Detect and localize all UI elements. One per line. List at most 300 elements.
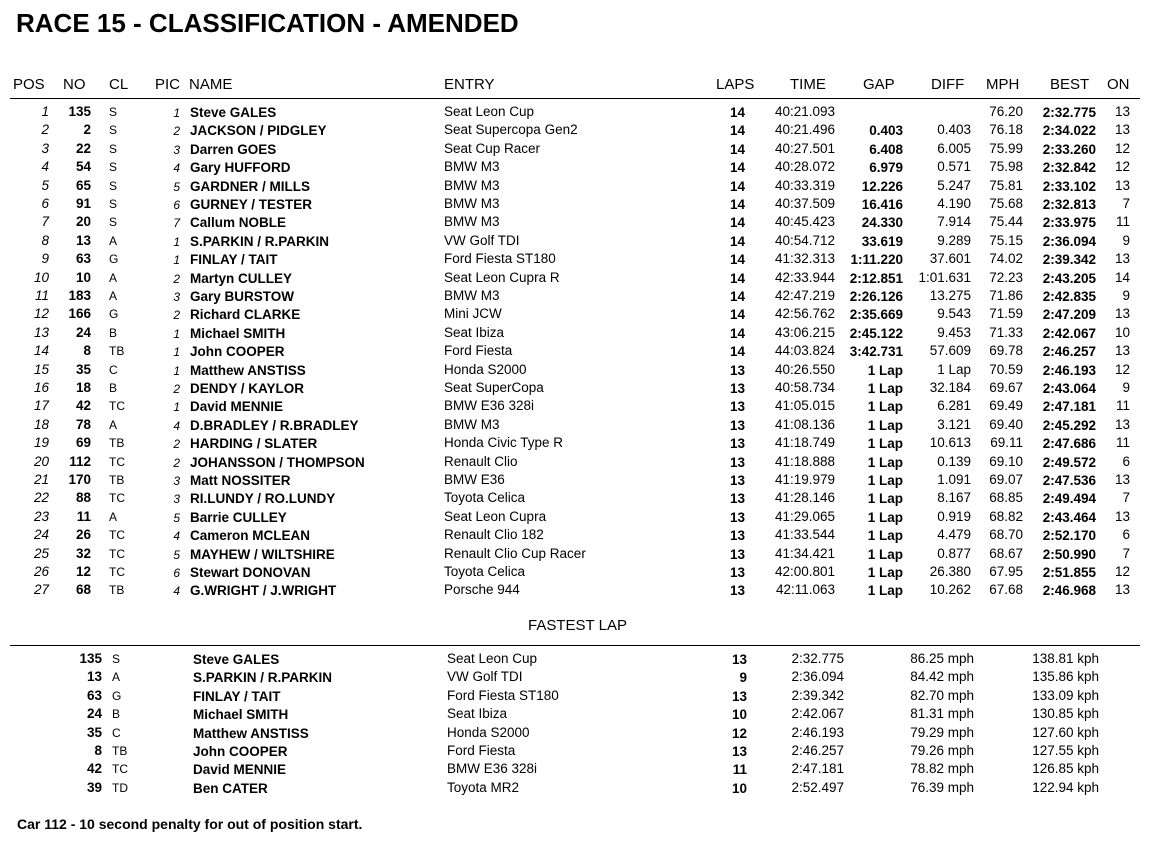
mph-cell: 71.59 [989, 306, 1023, 322]
pic-cell: 2 [173, 124, 180, 139]
class-cell: S [112, 652, 121, 666]
driver-name-cell: Gary HUFFORD [190, 160, 291, 176]
laps-cell: 14 [729, 325, 745, 341]
driver-name-cell: Matt NOSSITER [190, 473, 291, 488]
best-lap-cell: 2:33.102 [1042, 178, 1096, 194]
time-cell: 40:45.423 [774, 214, 835, 230]
mph-cell: 69.67 [989, 380, 1023, 395]
driver-name-cell: JACKSON / PIDGLEY [190, 123, 327, 139]
car-number-cell: 135 [79, 651, 102, 666]
on-lap-cell: 6 [1122, 453, 1130, 469]
time-cell: 43:06.215 [774, 324, 835, 340]
entry-cell: BMW M3 [444, 159, 500, 175]
speed-kph-cell: 127.60 kph [1032, 724, 1099, 740]
diff-cell: 9.543 [937, 306, 971, 322]
gap-cell: 24.330 [861, 215, 903, 231]
class-cell: A [109, 233, 118, 248]
pos-cell: 21 [33, 472, 49, 487]
diff-cell: 9.289 [937, 232, 971, 248]
lap-cell: 13 [731, 744, 747, 759]
class-cell: A [109, 509, 118, 524]
gap-cell: 33.619 [861, 233, 903, 249]
laps-cell: 13 [729, 491, 745, 507]
header-pos: POS [13, 76, 45, 93]
best-lap-cell: 2:43.464 [1042, 509, 1096, 525]
driver-name-cell: Gary BURSTOW [190, 289, 295, 304]
car-number-cell: 22 [75, 140, 91, 156]
car-number-cell: 24 [86, 706, 102, 722]
car-number-cell: 26 [75, 527, 91, 543]
time-cell: 44:03.824 [774, 343, 835, 359]
pic-cell: 5 [173, 547, 180, 562]
car-number-cell: 20 [75, 214, 91, 230]
car-number-cell: 24 [75, 324, 91, 340]
car-number-cell: 13 [86, 669, 102, 685]
pos-cell: 23 [33, 508, 49, 524]
pic-cell: 1 [173, 326, 180, 341]
pic-cell: 6 [173, 566, 180, 580]
on-lap-cell: 7 [1122, 490, 1130, 506]
class-cell: A [112, 670, 121, 685]
entry-cell: Seat Ibiza [444, 324, 505, 340]
time-cell: 41:33.544 [774, 527, 835, 543]
best-lap-cell: 2:34.022 [1042, 123, 1096, 139]
best-lap-cell: 2:43.205 [1042, 270, 1096, 286]
speed-mph-cell: 86.25 mph [910, 651, 974, 666]
time-cell: 40:54.712 [774, 232, 835, 248]
mph-cell: 68.82 [989, 508, 1023, 524]
driver-name-cell: John COOPER [190, 344, 285, 360]
diff-cell: 6.005 [937, 140, 971, 156]
best-lap-cell: 2:52.170 [1042, 528, 1096, 544]
pos-cell: 15 [33, 361, 49, 377]
mph-cell: 68.67 [989, 545, 1023, 561]
entry-cell: Renault Clio [444, 453, 518, 469]
time-cell: 42:47.219 [774, 288, 835, 303]
entry-cell: Seat Leon Cupra [444, 508, 547, 524]
car-number-cell: 68 [75, 582, 91, 598]
laps-cell: 14 [729, 270, 745, 286]
entry-cell: BMW M3 [444, 416, 500, 432]
time-cell: 41:29.065 [774, 508, 835, 524]
on-lap-cell: 13 [1114, 343, 1130, 359]
pic-cell: 3 [173, 474, 180, 488]
car-number-cell: 12 [75, 564, 91, 579]
pic-cell: 6 [173, 198, 180, 212]
entry-cell: Seat Cup Racer [444, 140, 541, 156]
car-number-cell: 54 [75, 159, 91, 175]
entry-cell: BMW E36 328i [447, 761, 538, 777]
class-cell: G [109, 307, 119, 322]
speed-kph-cell: 135.86 kph [1032, 669, 1099, 685]
time-cell: 42:11.063 [775, 582, 835, 598]
gap-cell: 1 Lap [867, 399, 903, 415]
entry-cell: Honda S2000 [447, 724, 530, 740]
gap-cell: 1 Lap [867, 417, 903, 433]
pos-cell: 25 [33, 545, 49, 561]
car-number-cell: 69 [75, 435, 91, 451]
gap-cell: 1 Lap [867, 565, 903, 580]
car-number-cell: 170 [68, 472, 91, 487]
driver-name-cell: HARDING / SLATER [190, 436, 318, 452]
pic-cell: 1 [173, 253, 180, 268]
on-lap-cell: 11 [1115, 435, 1130, 451]
pic-cell: 1 [173, 363, 180, 378]
penalty-note: Car 112 - 10 second penalty for out of position start. [17, 816, 363, 832]
car-number-cell: 11 [76, 508, 91, 524]
speed-mph-cell: 82.70 mph [910, 687, 974, 703]
gap-cell: 12.226 [861, 178, 903, 194]
driver-name-cell: S.PARKIN / R.PARKIN [193, 670, 333, 686]
gap-cell: 2:12.851 [849, 270, 903, 286]
mph-cell: 72.23 [989, 269, 1023, 285]
car-number-cell: 39 [86, 779, 102, 795]
pic-cell: 4 [173, 418, 180, 433]
on-lap-cell: 13 [1114, 416, 1130, 432]
diff-cell: 0.571 [937, 159, 971, 175]
laps-cell: 14 [729, 123, 745, 139]
pic-cell: 3 [173, 142, 180, 157]
class-cell: TB [112, 744, 128, 758]
class-cell: TB [109, 583, 125, 598]
on-lap-cell: 9 [1122, 288, 1130, 303]
entry-cell: Porsche 944 [444, 582, 520, 598]
gap-cell: 6.408 [869, 141, 903, 157]
best-lap-cell: 2:42.067 [1042, 325, 1096, 341]
lap-cell: 12 [731, 725, 747, 741]
on-lap-cell: 9 [1122, 232, 1130, 248]
class-cell: G [112, 688, 122, 703]
diff-cell: 7.914 [937, 214, 971, 230]
entry-cell: Mini JCW [444, 306, 502, 322]
lap-time-cell: 2:46.193 [791, 724, 844, 740]
laps-cell: 13 [729, 473, 745, 488]
header-diff: DIFF [931, 76, 965, 93]
speed-mph-cell: 79.29 mph [910, 724, 974, 740]
car-number-cell: 35 [75, 361, 91, 377]
on-lap-cell: 13 [1114, 306, 1130, 322]
gap-cell: 1 Lap [867, 381, 903, 396]
pic-cell: 4 [173, 584, 180, 599]
pos-cell: 6 [41, 196, 49, 211]
lap-cell: 10 [731, 707, 747, 723]
lap-cell: 10 [731, 780, 747, 796]
mph-cell: 76.20 [989, 104, 1023, 119]
entry-cell: Honda Civic Type R [444, 435, 564, 451]
on-lap-cell: 13 [1114, 177, 1130, 193]
laps-cell: 13 [729, 381, 745, 396]
gap-cell: 1 Lap [867, 546, 903, 562]
pic-cell: 7 [173, 216, 180, 231]
car-number-cell: 18 [75, 380, 91, 395]
driver-name-cell: Cameron MCLEAN [190, 528, 311, 544]
best-lap-cell: 2:47.686 [1042, 436, 1096, 452]
diff-cell: 0.877 [937, 545, 971, 561]
entry-cell: VW Golf TDI [447, 669, 523, 685]
time-cell: 40:33.319 [774, 177, 835, 193]
entry-cell: Seat Leon Cup [444, 104, 535, 119]
diff-cell: 8.167 [937, 490, 971, 506]
driver-name-cell: DENDY / KAYLOR [190, 381, 305, 396]
mph-cell: 70.59 [989, 361, 1023, 377]
gap-cell: 1 Lap [867, 473, 903, 488]
laps-cell: 13 [729, 454, 745, 470]
speed-kph-cell: 126.85 kph [1032, 761, 1099, 777]
car-number-cell: 63 [86, 687, 102, 703]
laps-cell: 13 [729, 546, 745, 562]
laps-cell: 13 [729, 417, 745, 433]
gap-cell: 2:35.669 [849, 307, 903, 323]
mph-cell: 68.85 [989, 490, 1023, 506]
on-lap-cell: 9 [1122, 380, 1130, 395]
header-cl: CL [109, 76, 129, 93]
mph-cell: 67.68 [989, 582, 1023, 598]
gap-cell: 1 Lap [867, 528, 903, 544]
best-lap-cell: 2:33.975 [1042, 215, 1096, 231]
header-pic: PIC [155, 76, 181, 93]
driver-name-cell: Darren GOES [190, 141, 277, 157]
car-number-cell: 166 [68, 306, 91, 322]
best-lap-cell: 2:49.572 [1042, 454, 1096, 470]
diff-cell: 0.403 [937, 122, 971, 138]
mph-cell: 69.78 [989, 343, 1023, 359]
lap-time-cell: 2:46.257 [791, 743, 844, 758]
mph-cell: 75.44 [989, 214, 1023, 230]
time-cell: 41:18.749 [774, 435, 835, 451]
class-cell: TC [109, 528, 125, 543]
entry-cell: Seat SuperCopa [444, 380, 544, 395]
car-number-cell: 63 [75, 251, 91, 267]
time-cell: 42:00.801 [774, 564, 835, 579]
fastest-lap-divider [10, 645, 1140, 646]
pos-cell: 14 [33, 343, 49, 359]
pos-cell: 13 [33, 324, 49, 340]
fastest-lap-title: FASTEST LAP [528, 617, 627, 634]
pic-cell: 1 [173, 106, 180, 120]
pos-cell: 2 [41, 122, 49, 138]
diff-cell: 37.601 [929, 251, 971, 267]
on-lap-cell: 10 [1114, 324, 1130, 340]
laps-cell: 13 [729, 399, 745, 415]
laps-cell: 14 [729, 215, 745, 231]
gap-cell: 6.979 [869, 160, 903, 176]
speed-kph-cell: 127.55 kph [1032, 743, 1099, 758]
gap-cell: 1 Lap [867, 491, 903, 507]
class-cell: S [109, 178, 118, 193]
best-lap-cell: 2:47.181 [1042, 399, 1096, 415]
class-cell: TC [109, 399, 125, 414]
pic-cell: 1 [173, 400, 180, 415]
class-cell: TC [109, 565, 125, 579]
laps-cell: 14 [729, 289, 745, 304]
on-lap-cell: 12 [1114, 564, 1130, 579]
class-cell: S [109, 105, 118, 119]
header-on: ON [1107, 76, 1130, 93]
diff-cell: 1.091 [937, 472, 971, 487]
speed-mph-cell: 78.82 mph [910, 761, 974, 777]
lap-cell: 9 [739, 670, 747, 686]
entry-cell: Seat Supercopa Gen2 [444, 122, 578, 138]
laps-cell: 14 [729, 141, 745, 157]
class-cell: TC [109, 454, 125, 469]
gap-cell: 3:42.731 [849, 344, 903, 360]
diff-cell: 9.453 [937, 324, 971, 340]
class-cell: TB [109, 473, 125, 487]
speed-kph-cell: 130.85 kph [1032, 706, 1099, 722]
laps-cell: 13 [729, 565, 745, 580]
laps-cell: 14 [729, 252, 745, 268]
entry-cell: Ford Fiesta ST180 [447, 687, 559, 703]
gap-cell: 1 Lap [867, 436, 903, 452]
driver-name-cell: David MENNIE [193, 762, 287, 778]
laps-cell: 13 [729, 362, 745, 378]
on-lap-cell: 12 [1114, 361, 1130, 377]
diff-cell: 6.281 [937, 398, 971, 414]
driver-name-cell: John COOPER [193, 744, 288, 759]
driver-name-cell: David MENNIE [190, 399, 284, 415]
entry-cell: Honda S2000 [444, 361, 527, 377]
diff-cell: 4.479 [937, 527, 971, 543]
diff-cell: 4.190 [937, 196, 971, 211]
pic-cell: 2 [173, 382, 180, 396]
lap-time-cell: 2:36.094 [791, 669, 844, 685]
driver-name-cell: GARDNER / MILLS [190, 178, 310, 194]
best-lap-cell: 2:50.990 [1042, 546, 1096, 562]
pos-cell: 10 [33, 269, 49, 285]
time-cell: 40:28.072 [774, 159, 835, 175]
pic-cell: 4 [173, 529, 180, 544]
best-lap-cell: 2:47.209 [1042, 307, 1096, 323]
car-number-cell: 42 [86, 761, 102, 777]
class-cell: B [109, 325, 118, 340]
laps-cell: 13 [729, 509, 745, 525]
on-lap-cell: 6 [1122, 527, 1130, 543]
on-lap-cell: 11 [1115, 214, 1130, 230]
car-number-cell: 135 [68, 104, 91, 119]
entry-cell: Renault Clio 182 [444, 527, 544, 543]
on-lap-cell: 12 [1114, 159, 1130, 175]
diff-cell: 10.613 [929, 435, 971, 451]
entry-cell: Seat Leon Cupra R [444, 269, 560, 285]
header-mph: MPH [986, 76, 1020, 93]
on-lap-cell: 13 [1114, 472, 1130, 487]
car-number-cell: 183 [68, 288, 91, 303]
driver-name-cell: Ben CATER [193, 780, 268, 796]
page-title: RACE 15 - CLASSIFICATION - AMENDED [16, 8, 519, 38]
pos-cell: 3 [41, 140, 49, 156]
pos-cell: 9 [41, 251, 49, 267]
driver-name-cell: MAYHEW / WILTSHIRE [190, 546, 335, 562]
time-cell: 40:37.509 [774, 196, 835, 211]
car-number-cell: 2 [83, 122, 91, 138]
on-lap-cell: 13 [1114, 104, 1130, 119]
driver-name-cell: Callum NOBLE [190, 215, 287, 231]
time-cell: 42:33.944 [774, 269, 835, 285]
pos-cell: 22 [33, 490, 49, 506]
pos-cell: 11 [34, 288, 49, 303]
header-no: NO [63, 76, 86, 93]
on-lap-cell: 11 [1115, 398, 1130, 414]
driver-name-cell: RI.LUNDY / RO.LUNDY [190, 491, 336, 507]
driver-name-cell: G.WRIGHT / J.WRIGHT [190, 583, 337, 599]
pic-cell: 4 [173, 161, 180, 176]
best-lap-cell: 2:32.775 [1042, 105, 1096, 120]
pos-cell: 20 [33, 453, 49, 469]
pic-cell: 2 [173, 308, 180, 323]
car-number-cell: 32 [75, 545, 91, 561]
time-cell: 40:21.093 [774, 104, 835, 119]
driver-name-cell: Steve GALES [190, 105, 277, 120]
driver-name-cell: Stewart DONOVAN [190, 565, 311, 580]
time-cell: 41:28.146 [774, 490, 835, 506]
best-lap-cell: 2:45.292 [1042, 417, 1096, 433]
time-cell: 40:21.496 [774, 122, 835, 138]
class-cell: B [112, 707, 121, 722]
speed-kph-cell: 133.09 kph [1032, 687, 1099, 703]
driver-name-cell: Michael SMITH [190, 325, 286, 341]
lap-time-cell: 2:39.342 [791, 687, 844, 703]
best-lap-cell: 2:46.193 [1042, 362, 1096, 378]
gap-cell: 1 Lap [867, 362, 903, 378]
gap-cell: 16.416 [861, 197, 903, 212]
gap-cell: 1 Lap [867, 583, 903, 599]
pos-cell: 18 [33, 416, 49, 432]
time-cell: 41:32.313 [774, 251, 835, 267]
pic-cell: 2 [173, 455, 180, 470]
best-lap-cell: 2:36.094 [1042, 233, 1096, 249]
diff-cell: 1:01.631 [918, 269, 971, 285]
lap-cell: 11 [732, 762, 747, 778]
driver-name-cell: GURNEY / TESTER [190, 197, 313, 212]
on-lap-cell: 13 [1114, 508, 1130, 524]
pos-cell: 19 [33, 435, 49, 451]
laps-cell: 14 [729, 160, 745, 176]
lap-time-cell: 2:42.067 [791, 706, 844, 722]
diff-cell: 0.139 [937, 453, 971, 469]
diff-cell: 32.184 [929, 380, 971, 395]
pos-cell: 1 [41, 104, 49, 119]
driver-name-cell: Barrie CULLEY [190, 509, 287, 525]
entry-cell: BMW M3 [444, 288, 500, 303]
pos-cell: 12 [33, 306, 49, 322]
pic-cell: 1 [173, 345, 180, 360]
mph-cell: 75.98 [989, 159, 1023, 175]
header-gap: GAP [863, 76, 895, 93]
class-cell: S [109, 215, 118, 230]
laps-cell: 13 [729, 528, 745, 544]
best-lap-cell: 2:33.260 [1042, 141, 1096, 157]
lap-time-cell: 2:47.181 [791, 761, 844, 777]
mph-cell: 76.18 [989, 122, 1023, 138]
best-lap-cell: 2:46.257 [1042, 344, 1096, 360]
gap-cell: 2:26.126 [849, 289, 903, 304]
entry-cell: VW Golf TDI [444, 232, 520, 248]
pos-cell: 17 [33, 398, 49, 414]
header-name: NAME [189, 76, 233, 93]
on-lap-cell: 12 [1114, 140, 1130, 156]
speed-mph-cell: 84.42 mph [910, 669, 974, 685]
time-cell: 41:08.136 [774, 416, 835, 432]
laps-cell: 14 [729, 307, 745, 323]
laps-cell: 14 [729, 105, 745, 120]
class-cell: TB [109, 344, 125, 359]
entry-cell: Renault Clio Cup Racer [444, 545, 586, 561]
gap-cell: 2:45.122 [849, 325, 903, 341]
car-number-cell: 8 [83, 343, 91, 359]
class-cell: TD [112, 780, 128, 795]
driver-name-cell: FINLAY / TAIT [190, 252, 278, 268]
pic-cell: 3 [173, 492, 180, 507]
